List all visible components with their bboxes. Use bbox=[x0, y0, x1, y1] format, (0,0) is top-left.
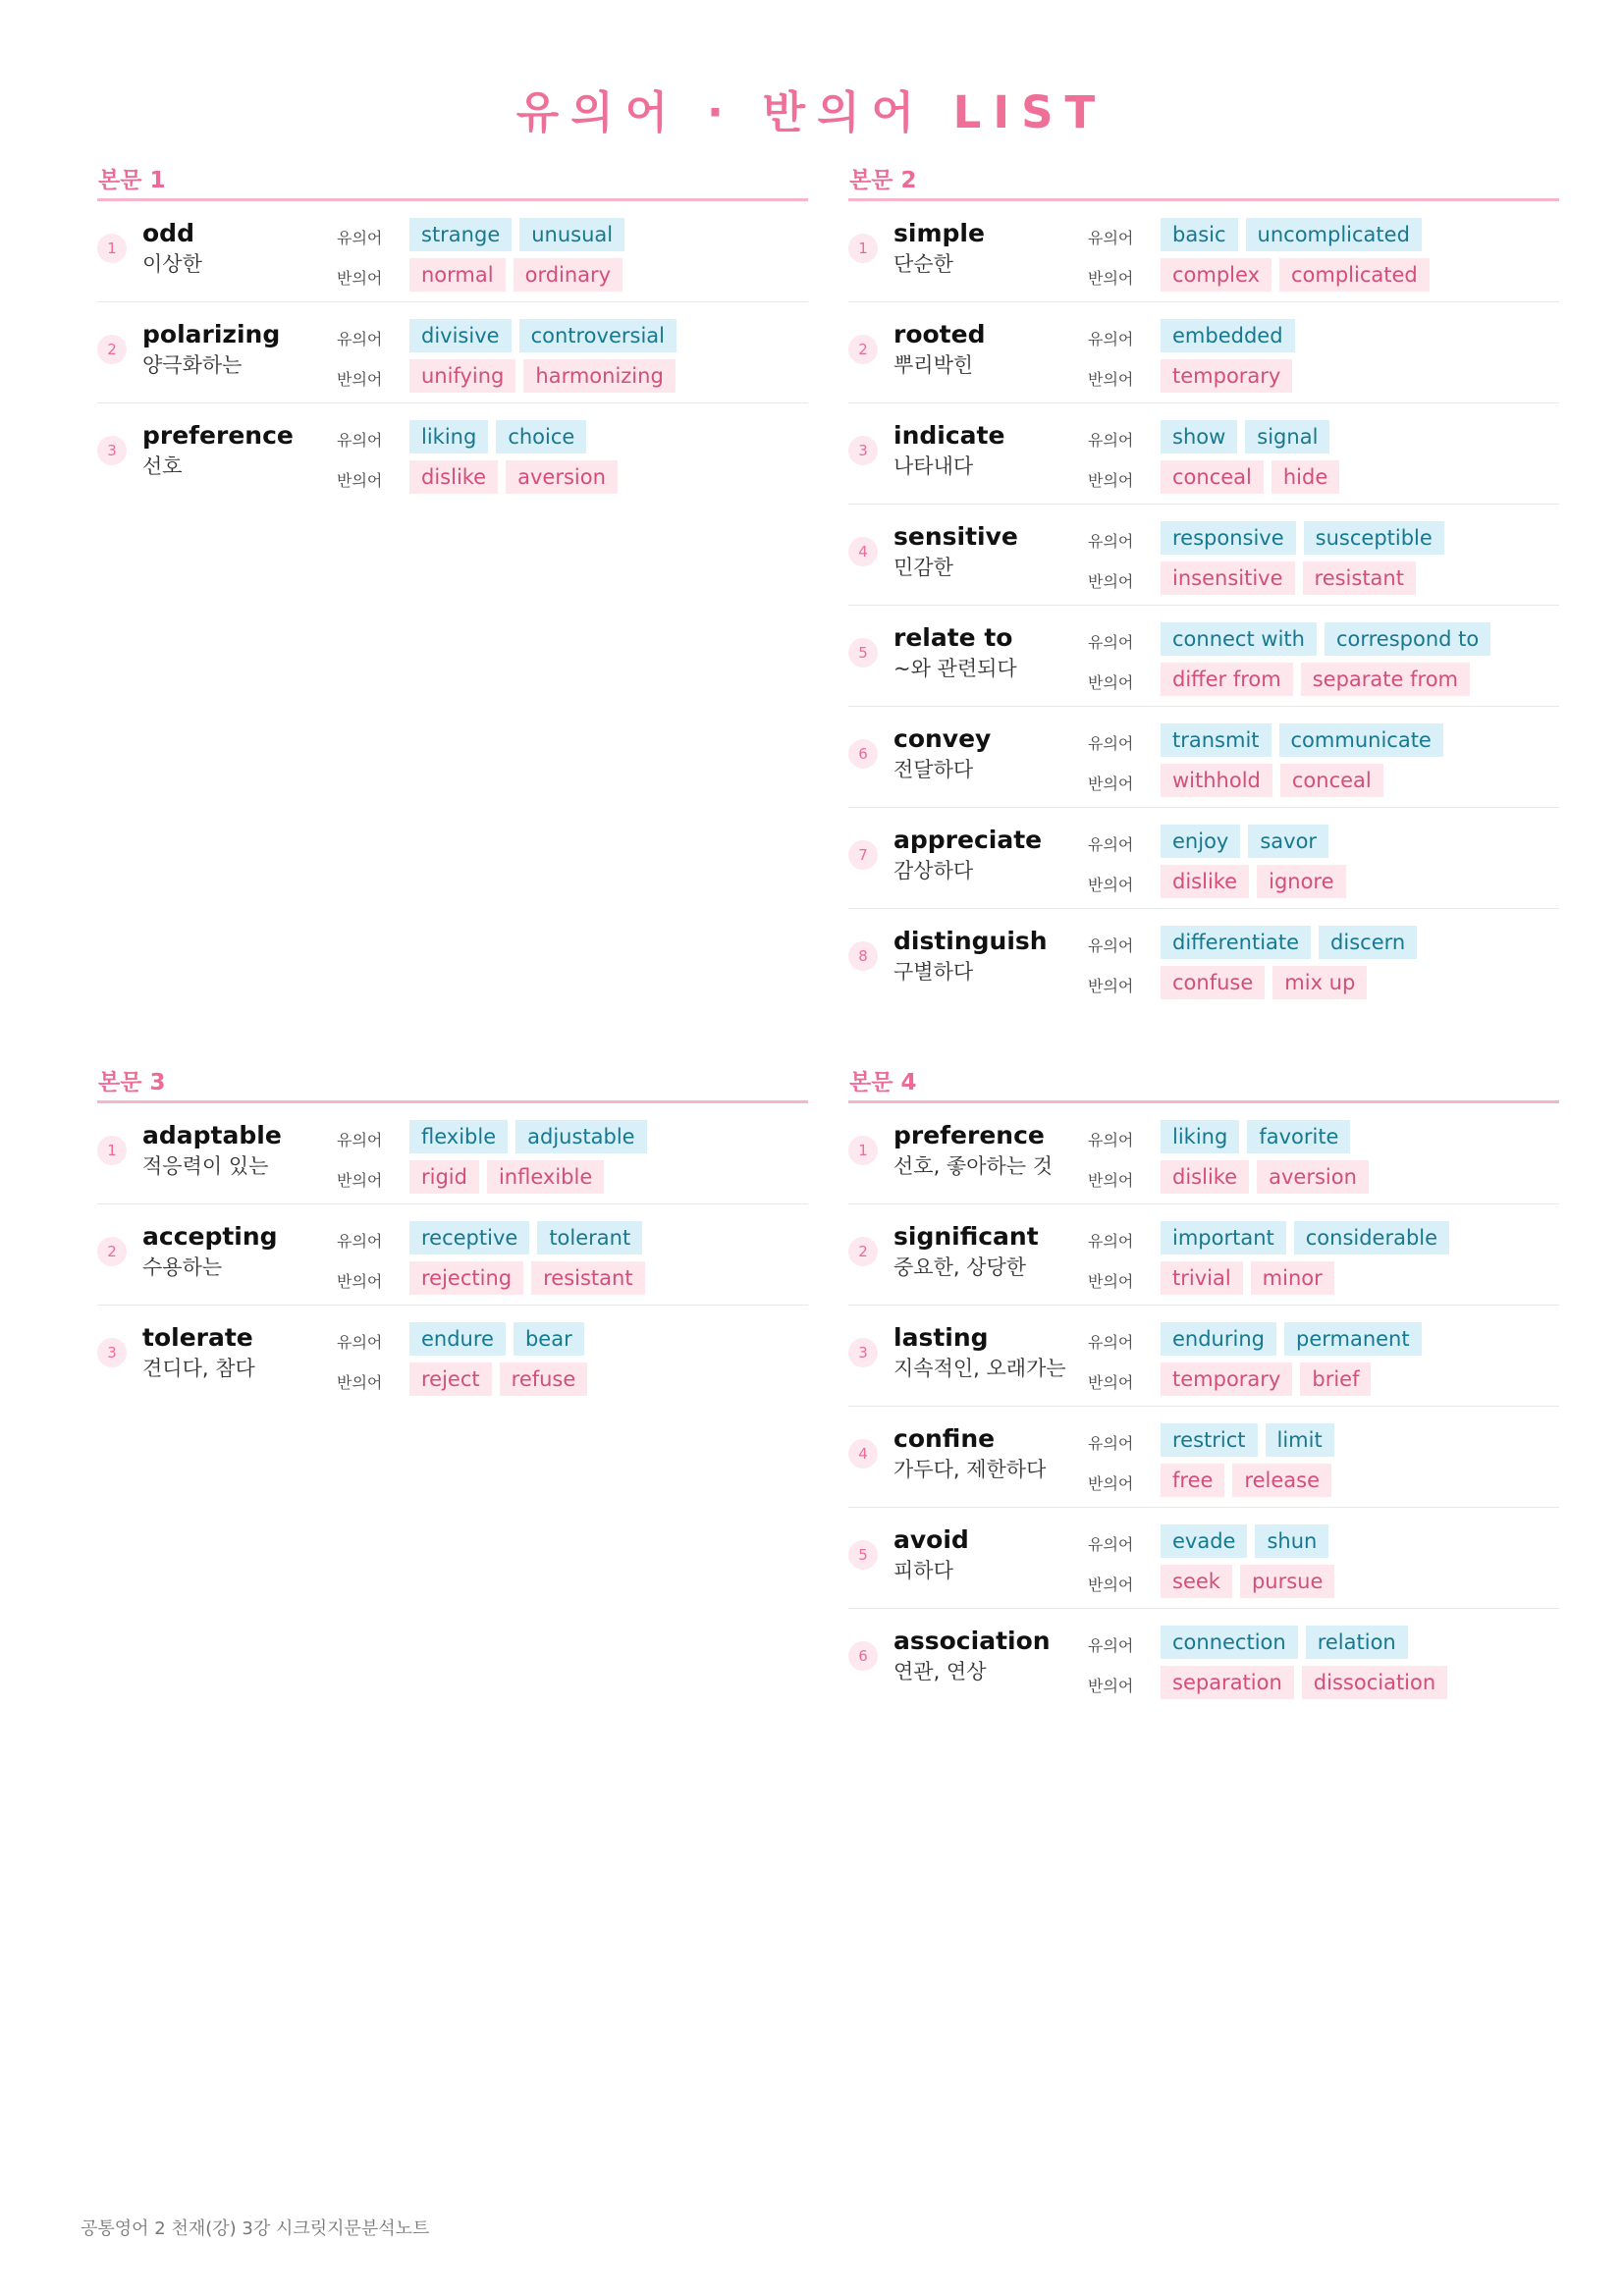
synonym-chip: restrict bbox=[1161, 1423, 1258, 1457]
synonym-chip: savor bbox=[1248, 825, 1328, 858]
entry-meaning: 감상하다 bbox=[893, 859, 974, 882]
antonym-label: 반의어 bbox=[1088, 977, 1134, 995]
antonym-label: 반의어 bbox=[1088, 370, 1134, 389]
vocab-entry bbox=[848, 1103, 1559, 1204]
vocab-entry bbox=[848, 808, 1559, 909]
vocab-entry bbox=[97, 302, 808, 403]
antonym-chip: dislike bbox=[1161, 865, 1249, 898]
synonym-label: 유의어 bbox=[1088, 1131, 1134, 1149]
synonym-list bbox=[1161, 319, 1295, 352]
entry-meaning: 견디다, 참다 bbox=[142, 1357, 255, 1380]
section-title: 본문 3 bbox=[97, 1069, 808, 1103]
synonym-list bbox=[1161, 1423, 1334, 1457]
entry-number-badge: 1 bbox=[97, 1136, 127, 1165]
entry-meaning: 가두다, 제한하다 bbox=[893, 1458, 1047, 1481]
antonym-label: 반의어 bbox=[337, 1171, 383, 1190]
synonym-label: 유의어 bbox=[1088, 532, 1134, 551]
synonym-list bbox=[1161, 521, 1444, 555]
entry-number-badge: 2 bbox=[848, 335, 878, 364]
antonym-label: 반의어 bbox=[337, 370, 383, 389]
vocab-entry bbox=[848, 505, 1559, 606]
antonym-label: 반의어 bbox=[1088, 572, 1134, 591]
entry-meaning: 민감한 bbox=[893, 556, 953, 579]
antonym-chip: free bbox=[1161, 1464, 1224, 1497]
synonym-chip: correspond to bbox=[1325, 622, 1490, 656]
antonym-label: 반의어 bbox=[337, 471, 383, 490]
synonym-label: 유의어 bbox=[1088, 734, 1134, 753]
synonym-label: 유의어 bbox=[337, 1131, 383, 1149]
antonym-label: 반의어 bbox=[1088, 471, 1134, 490]
entry-meaning: 전달하다 bbox=[893, 758, 974, 781]
entry-meaning: 선호, 좋아하는 것 bbox=[893, 1154, 1054, 1178]
antonym-list bbox=[1161, 1666, 1447, 1699]
entry-number-badge: 1 bbox=[848, 234, 878, 263]
antonym-list bbox=[1161, 1565, 1334, 1598]
antonym-list bbox=[1161, 865, 1346, 898]
section-title: 본문 2 bbox=[848, 167, 1559, 201]
synonym-chip: communicate bbox=[1279, 723, 1443, 757]
entry-meaning: 양극화하는 bbox=[142, 353, 243, 377]
entry-word: adaptable bbox=[142, 1121, 282, 1149]
antonym-list bbox=[409, 1160, 604, 1194]
entry-meaning: 뿌리박힌 bbox=[893, 353, 974, 377]
synonym-label: 유의어 bbox=[1088, 229, 1134, 247]
synonym-label: 유의어 bbox=[1088, 431, 1134, 450]
antonym-chip: rejecting bbox=[409, 1261, 523, 1295]
entry-number-badge: 4 bbox=[848, 537, 878, 566]
antonym-chip: release bbox=[1232, 1464, 1331, 1497]
entry-meaning: 피하다 bbox=[893, 1559, 953, 1582]
synonym-chip: relation bbox=[1306, 1626, 1408, 1659]
synonym-chip: evade bbox=[1161, 1524, 1247, 1558]
synonym-label: 유의어 bbox=[337, 1333, 383, 1352]
entry-meaning: 이상한 bbox=[142, 252, 202, 276]
antonym-list bbox=[409, 1261, 645, 1295]
entry-number-badge: 6 bbox=[848, 739, 878, 769]
antonym-label: 반의어 bbox=[1088, 1575, 1134, 1594]
synonym-chip: shun bbox=[1255, 1524, 1328, 1558]
synonym-chip: permanent bbox=[1284, 1322, 1422, 1356]
section-3 bbox=[97, 1069, 808, 1407]
antonym-chip: dislike bbox=[1161, 1160, 1249, 1194]
vocab-entry bbox=[848, 1609, 1559, 1710]
synonym-list bbox=[1161, 1524, 1328, 1558]
page-title: 유의어 · 반의어 LIST bbox=[515, 86, 1108, 138]
synonym-chip: strange bbox=[409, 218, 512, 251]
antonym-list bbox=[1161, 1160, 1369, 1194]
antonym-chip: temporary bbox=[1161, 1362, 1292, 1396]
entry-word: preference bbox=[142, 421, 294, 450]
antonym-label: 반의어 bbox=[1088, 1373, 1134, 1392]
section-title: 본문 4 bbox=[848, 1069, 1559, 1103]
entry-meaning: 선호 bbox=[142, 454, 183, 478]
synonym-label: 유의어 bbox=[1088, 1636, 1134, 1655]
antonym-chip: seek bbox=[1161, 1565, 1232, 1598]
synonym-chip: considerable bbox=[1294, 1221, 1449, 1255]
synonym-list bbox=[1161, 218, 1422, 251]
entry-number-badge: 8 bbox=[848, 941, 878, 971]
antonym-chip: confuse bbox=[1161, 966, 1265, 999]
entry-word: convey bbox=[893, 724, 992, 753]
synonym-chip: divisive bbox=[409, 319, 512, 352]
entry-meaning: 적응력이 있는 bbox=[142, 1154, 269, 1178]
synonym-chip: connection bbox=[1161, 1626, 1298, 1659]
entry-number-badge: 1 bbox=[97, 234, 127, 263]
antonym-label: 반의어 bbox=[1088, 774, 1134, 793]
antonym-chip: brief bbox=[1300, 1362, 1371, 1396]
antonym-label: 반의어 bbox=[1088, 1474, 1134, 1493]
antonym-chip: pursue bbox=[1240, 1565, 1334, 1598]
synonym-list bbox=[1161, 1221, 1449, 1255]
antonym-list bbox=[1161, 1362, 1371, 1396]
antonym-chip: withhold bbox=[1161, 764, 1272, 797]
synonym-list bbox=[1161, 1322, 1422, 1356]
antonym-chip: temporary bbox=[1161, 359, 1292, 393]
antonym-chip: mix up bbox=[1272, 966, 1367, 999]
entry-word: rooted bbox=[893, 320, 986, 348]
antonym-chip: dislike bbox=[409, 460, 498, 494]
entry-word: confine bbox=[893, 1424, 996, 1453]
vocab-entry bbox=[848, 201, 1559, 302]
synonym-label: 유의어 bbox=[1088, 1232, 1134, 1251]
synonym-list bbox=[1161, 1120, 1350, 1153]
synonym-list bbox=[409, 1120, 647, 1153]
footer-text: 공통영어 2 천재(강) 3강 시크릿지문분석노트 bbox=[81, 2218, 430, 2239]
antonym-label: 반의어 bbox=[337, 269, 383, 288]
synonym-chip: embedded bbox=[1161, 319, 1295, 352]
synonym-chip: enduring bbox=[1161, 1322, 1276, 1356]
antonym-list bbox=[409, 258, 622, 292]
antonym-chip: resistant bbox=[1303, 561, 1416, 595]
synonym-label: 유의어 bbox=[1088, 936, 1134, 955]
synonym-chip: liking bbox=[1161, 1120, 1239, 1153]
antonym-chip: dissociation bbox=[1302, 1666, 1447, 1699]
vocab-entry bbox=[848, 1508, 1559, 1609]
synonym-label: 유의어 bbox=[1088, 1434, 1134, 1453]
vocab-entry bbox=[848, 707, 1559, 808]
entry-meaning: ~와 관련되다 bbox=[893, 657, 1017, 680]
antonym-chip: normal bbox=[409, 258, 506, 292]
vocab-entry bbox=[848, 606, 1559, 707]
synonym-chip: endure bbox=[409, 1322, 506, 1356]
synonym-chip: transmit bbox=[1161, 723, 1271, 757]
synonym-chip: bear bbox=[514, 1322, 584, 1356]
antonym-label: 반의어 bbox=[337, 1272, 383, 1291]
entry-word: polarizing bbox=[142, 320, 281, 348]
antonym-label: 반의어 bbox=[1088, 269, 1134, 288]
entry-number-badge: 3 bbox=[848, 436, 878, 465]
entry-word: avoid bbox=[893, 1525, 969, 1554]
synonym-chip: uncomplicated bbox=[1246, 218, 1422, 251]
antonym-label: 반의어 bbox=[1088, 1677, 1134, 1695]
synonym-list bbox=[409, 218, 624, 251]
synonym-chip: connect with bbox=[1161, 622, 1317, 656]
antonym-chip: separation bbox=[1161, 1666, 1294, 1699]
entry-meaning: 수용하는 bbox=[142, 1255, 223, 1279]
antonym-label: 반의어 bbox=[1088, 876, 1134, 894]
antonym-chip: harmonizing bbox=[523, 359, 675, 393]
synonym-label: 유의어 bbox=[1088, 633, 1134, 652]
entry-meaning: 지속적인, 오래가는 bbox=[893, 1357, 1066, 1380]
synonym-chip: unusual bbox=[519, 218, 624, 251]
antonym-chip: unifying bbox=[409, 359, 515, 393]
entry-word: sensitive bbox=[893, 522, 1018, 551]
synonym-label: 유의어 bbox=[1088, 1535, 1134, 1554]
entry-meaning: 나타내다 bbox=[893, 454, 974, 478]
antonym-list bbox=[1161, 1261, 1334, 1295]
synonym-chip: signal bbox=[1245, 420, 1329, 454]
synonym-chip: important bbox=[1161, 1221, 1286, 1255]
vocab-entry bbox=[97, 1204, 808, 1306]
synonym-chip: discern bbox=[1319, 926, 1417, 959]
antonym-list bbox=[409, 1362, 587, 1396]
entry-number-badge: 7 bbox=[848, 840, 878, 870]
synonym-chip: show bbox=[1161, 420, 1237, 454]
entry-number-badge: 2 bbox=[97, 335, 127, 364]
synonym-label: 유의어 bbox=[337, 1232, 383, 1251]
entry-word: association bbox=[893, 1627, 1051, 1655]
synonym-chip: enjoy bbox=[1161, 825, 1240, 858]
entry-number-badge: 3 bbox=[97, 1338, 127, 1367]
synonym-list bbox=[409, 319, 676, 352]
synonym-chip: differentiate bbox=[1161, 926, 1311, 959]
antonym-list bbox=[1161, 258, 1430, 292]
antonym-label: 반의어 bbox=[1088, 673, 1134, 692]
synonym-list bbox=[1161, 420, 1329, 454]
synonym-chip: liking bbox=[409, 420, 488, 454]
antonym-chip: hide bbox=[1271, 460, 1339, 494]
vocab-entry bbox=[848, 1306, 1559, 1407]
antonym-chip: aversion bbox=[506, 460, 618, 494]
section-2 bbox=[848, 167, 1559, 1010]
synonym-chip: susceptible bbox=[1304, 521, 1444, 555]
entry-number-badge: 1 bbox=[848, 1136, 878, 1165]
synonym-chip: flexible bbox=[409, 1120, 508, 1153]
synonym-label: 유의어 bbox=[1088, 330, 1134, 348]
antonym-list bbox=[1161, 359, 1292, 393]
entry-word: relate to bbox=[893, 623, 1013, 652]
section-title: 본문 1 bbox=[97, 167, 808, 201]
synonym-label: 유의어 bbox=[1088, 835, 1134, 854]
entry-word: appreciate bbox=[893, 826, 1043, 854]
antonym-list bbox=[1161, 764, 1383, 797]
synonym-label: 유의어 bbox=[337, 330, 383, 348]
antonym-list bbox=[1161, 663, 1470, 696]
entry-number-badge: 6 bbox=[848, 1641, 878, 1671]
vocab-entry bbox=[848, 302, 1559, 403]
vocab-entry bbox=[848, 403, 1559, 505]
antonym-chip: differ from bbox=[1161, 663, 1293, 696]
antonym-chip: insensitive bbox=[1161, 561, 1295, 595]
antonym-label: 반의어 bbox=[1088, 1171, 1134, 1190]
antonym-chip: conceal bbox=[1161, 460, 1264, 494]
entry-number-badge: 2 bbox=[848, 1237, 878, 1266]
antonym-chip: ordinary bbox=[514, 258, 623, 292]
vocab-entry bbox=[848, 1204, 1559, 1306]
synonym-list bbox=[1161, 926, 1417, 959]
section-1 bbox=[97, 167, 808, 505]
vocab-entry bbox=[97, 1306, 808, 1407]
synonym-label: 유의어 bbox=[1088, 1333, 1134, 1352]
entry-word: significant bbox=[893, 1222, 1039, 1251]
antonym-chip: inflexible bbox=[487, 1160, 604, 1194]
entry-word: accepting bbox=[142, 1222, 278, 1251]
antonym-label: 반의어 bbox=[337, 1373, 383, 1392]
antonym-chip: refuse bbox=[500, 1362, 588, 1396]
entry-word: distinguish bbox=[893, 927, 1048, 955]
vocab-entry bbox=[97, 201, 808, 302]
antonym-chip: trivial bbox=[1161, 1261, 1243, 1295]
antonym-list bbox=[1161, 460, 1339, 494]
antonym-chip: aversion bbox=[1257, 1160, 1369, 1194]
entry-meaning: 중요한, 상당한 bbox=[893, 1255, 1027, 1279]
synonym-chip: basic bbox=[1161, 218, 1238, 251]
antonym-chip: resistant bbox=[531, 1261, 644, 1295]
entry-number-badge: 4 bbox=[848, 1439, 878, 1468]
vocab-entry bbox=[848, 909, 1559, 1010]
antonym-label: 반의어 bbox=[1088, 1272, 1134, 1291]
entry-number-badge: 3 bbox=[848, 1338, 878, 1367]
synonym-list bbox=[1161, 622, 1490, 656]
antonym-chip: reject bbox=[409, 1362, 492, 1396]
antonym-chip: separate from bbox=[1301, 663, 1470, 696]
synonym-chip: responsive bbox=[1161, 521, 1296, 555]
synonym-list bbox=[1161, 1626, 1408, 1659]
synonym-chip: receptive bbox=[409, 1221, 529, 1255]
entry-word: tolerate bbox=[142, 1323, 253, 1352]
antonym-list bbox=[1161, 561, 1416, 595]
entry-meaning: 구별하다 bbox=[893, 960, 974, 984]
entry-word: simple bbox=[893, 219, 985, 247]
entry-number-badge: 5 bbox=[848, 1540, 878, 1570]
synonym-list bbox=[409, 420, 586, 454]
entry-word: preference bbox=[893, 1121, 1045, 1149]
antonym-chip: conceal bbox=[1280, 764, 1383, 797]
vocab-entry bbox=[97, 403, 808, 505]
synonym-chip: controversial bbox=[519, 319, 676, 352]
antonym-chip: complicated bbox=[1279, 258, 1430, 292]
entry-word: odd bbox=[142, 219, 194, 247]
section-4 bbox=[848, 1069, 1559, 1710]
antonym-chip: minor bbox=[1251, 1261, 1334, 1295]
synonym-list bbox=[1161, 825, 1328, 858]
synonym-chip: tolerant bbox=[537, 1221, 642, 1255]
entry-number-badge: 5 bbox=[848, 638, 878, 667]
synonym-chip: choice bbox=[496, 420, 586, 454]
entry-number-badge: 3 bbox=[97, 436, 127, 465]
synonym-list bbox=[1161, 723, 1443, 757]
entry-number-badge: 2 bbox=[97, 1237, 127, 1266]
entry-meaning: 단순한 bbox=[893, 252, 953, 276]
antonym-chip: complex bbox=[1161, 258, 1271, 292]
antonym-chip: ignore bbox=[1257, 865, 1345, 898]
entry-word: lasting bbox=[893, 1323, 989, 1352]
vocab-entry bbox=[97, 1103, 808, 1204]
vocab-entry bbox=[848, 1407, 1559, 1508]
synonym-chip: limit bbox=[1266, 1423, 1334, 1457]
synonym-label: 유의어 bbox=[337, 229, 383, 247]
antonym-list bbox=[409, 359, 676, 393]
antonym-list bbox=[409, 460, 618, 494]
antonym-list bbox=[1161, 966, 1367, 999]
antonym-list bbox=[1161, 1464, 1331, 1497]
synonym-chip: adjustable bbox=[515, 1120, 646, 1153]
synonym-label: 유의어 bbox=[337, 431, 383, 450]
entry-word: indicate bbox=[893, 421, 1005, 450]
synonym-chip: favorite bbox=[1247, 1120, 1350, 1153]
synonym-list bbox=[409, 1221, 642, 1255]
entry-meaning: 연관, 연상 bbox=[893, 1660, 987, 1683]
antonym-chip: rigid bbox=[409, 1160, 479, 1194]
synonym-list bbox=[409, 1322, 584, 1356]
